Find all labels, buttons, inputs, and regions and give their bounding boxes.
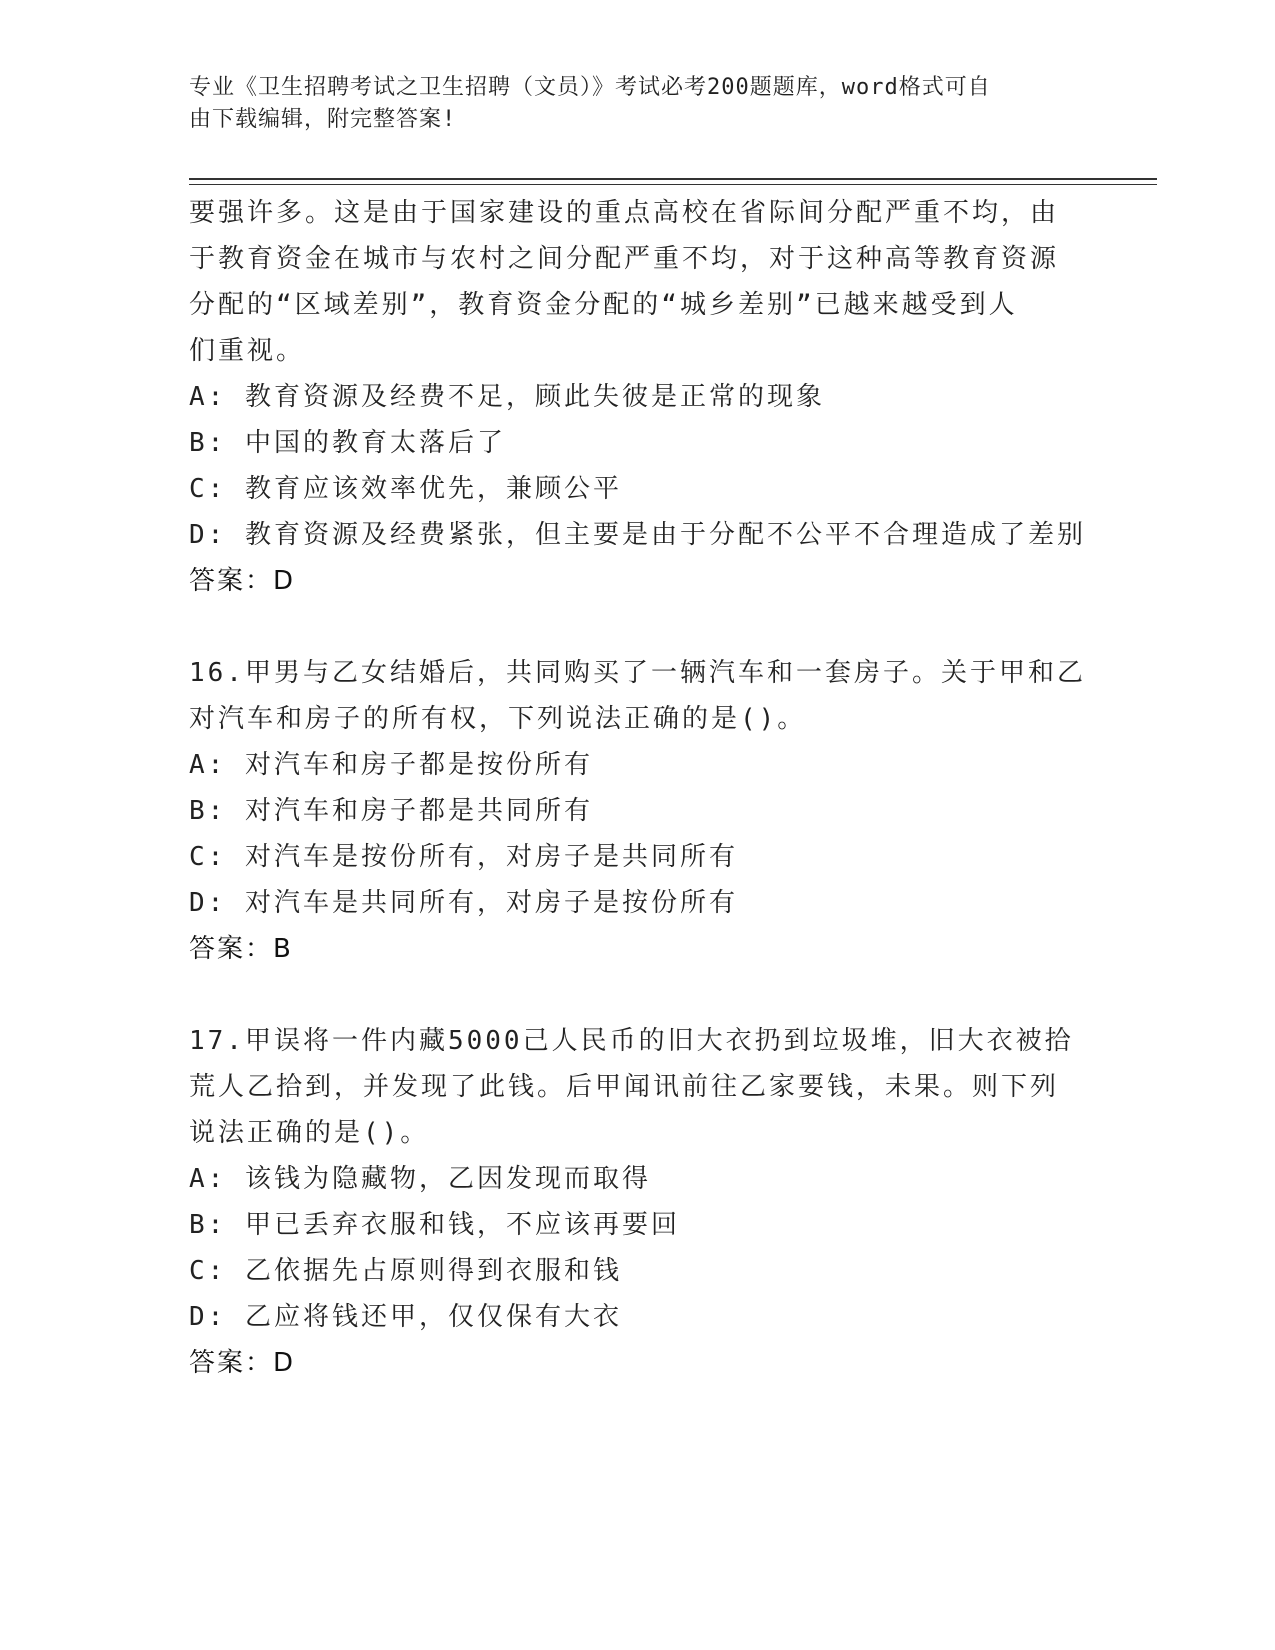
- option-d: D: 教育资源及经费紧张，但主要是由于分配不公平不合理造成了差别: [189, 520, 1086, 550]
- question-stem-line: 们重视。: [189, 336, 306, 366]
- option-a: A: 教育资源及经费不足，顾此失彼是正常的现象: [189, 382, 825, 412]
- option-c: C: 教育应该效率优先，兼顾公平: [189, 474, 622, 504]
- question-stem-line: 荒人乙拾到，并发现了此钱。后甲闻讯前往乙家要钱，未果。则下列: [189, 1072, 1060, 1102]
- header-line-2: 由下载编辑，附完整答案!: [189, 107, 457, 132]
- question-stem-line: 对汽车和房子的所有权，下列说法正确的是()。: [189, 704, 807, 734]
- question-16: [189, 650, 1089, 972]
- option-b: B: 中国的教育太落后了: [189, 428, 506, 458]
- header-divider-thin: [189, 184, 1157, 185]
- document-header: [189, 72, 1089, 136]
- option-c: C: 对汽车是按份所有，对房子是共同所有: [189, 842, 738, 872]
- header-divider-thick: [189, 178, 1157, 180]
- question-stem-line: 要强许多。这是由于国家建设的重点高校在省际间分配严重不均，由: [189, 198, 1060, 228]
- question-stem-line: 分配的“区域差别”，教育资金分配的“城乡差别”已越来越受到人: [189, 290, 1018, 320]
- spacer: [189, 972, 1089, 1018]
- question-stem-line: 说法正确的是()。: [189, 1118, 430, 1148]
- option-d: D: 对汽车是共同所有，对房子是按份所有: [189, 888, 738, 918]
- option-a: A: 该钱为隐藏物，乙因发现而取得: [189, 1164, 651, 1194]
- option-d: D: 乙应将钱还甲，仅仅保有大衣: [189, 1302, 622, 1332]
- question-stem-line: 17.甲误将一件内藏5000己人民币的旧大衣扔到垃圾堆，旧大衣被拾: [189, 1026, 1074, 1056]
- question-stem-line: 16.甲男与乙女结婚后，共同购买了一辆汽车和一套房子。关于甲和乙: [189, 658, 1086, 688]
- answer-line: 答案：D: [189, 566, 296, 596]
- spacer: [189, 604, 1089, 650]
- document-body: [189, 190, 1089, 1386]
- option-b: B: 对汽车和房子都是共同所有: [189, 796, 593, 826]
- option-a: A: 对汽车和房子都是按份所有: [189, 750, 593, 780]
- option-b: B: 甲已丢弃衣服和钱，不应该再要回: [189, 1210, 680, 1240]
- question-stem-line: 于教育资金在城市与农村之间分配严重不均，对于这种高等教育资源: [189, 244, 1060, 274]
- header-line-1: 专业《卫生招聘考试之卫生招聘（文员）》考试必考200题题库，word格式可自: [189, 75, 991, 100]
- question-15-continued: [189, 190, 1089, 604]
- answer-line: 答案：B: [189, 934, 293, 964]
- option-c: C: 乙依据先占原则得到衣服和钱: [189, 1256, 622, 1286]
- answer-line: 答案：D: [189, 1348, 296, 1378]
- question-17: [189, 1018, 1089, 1386]
